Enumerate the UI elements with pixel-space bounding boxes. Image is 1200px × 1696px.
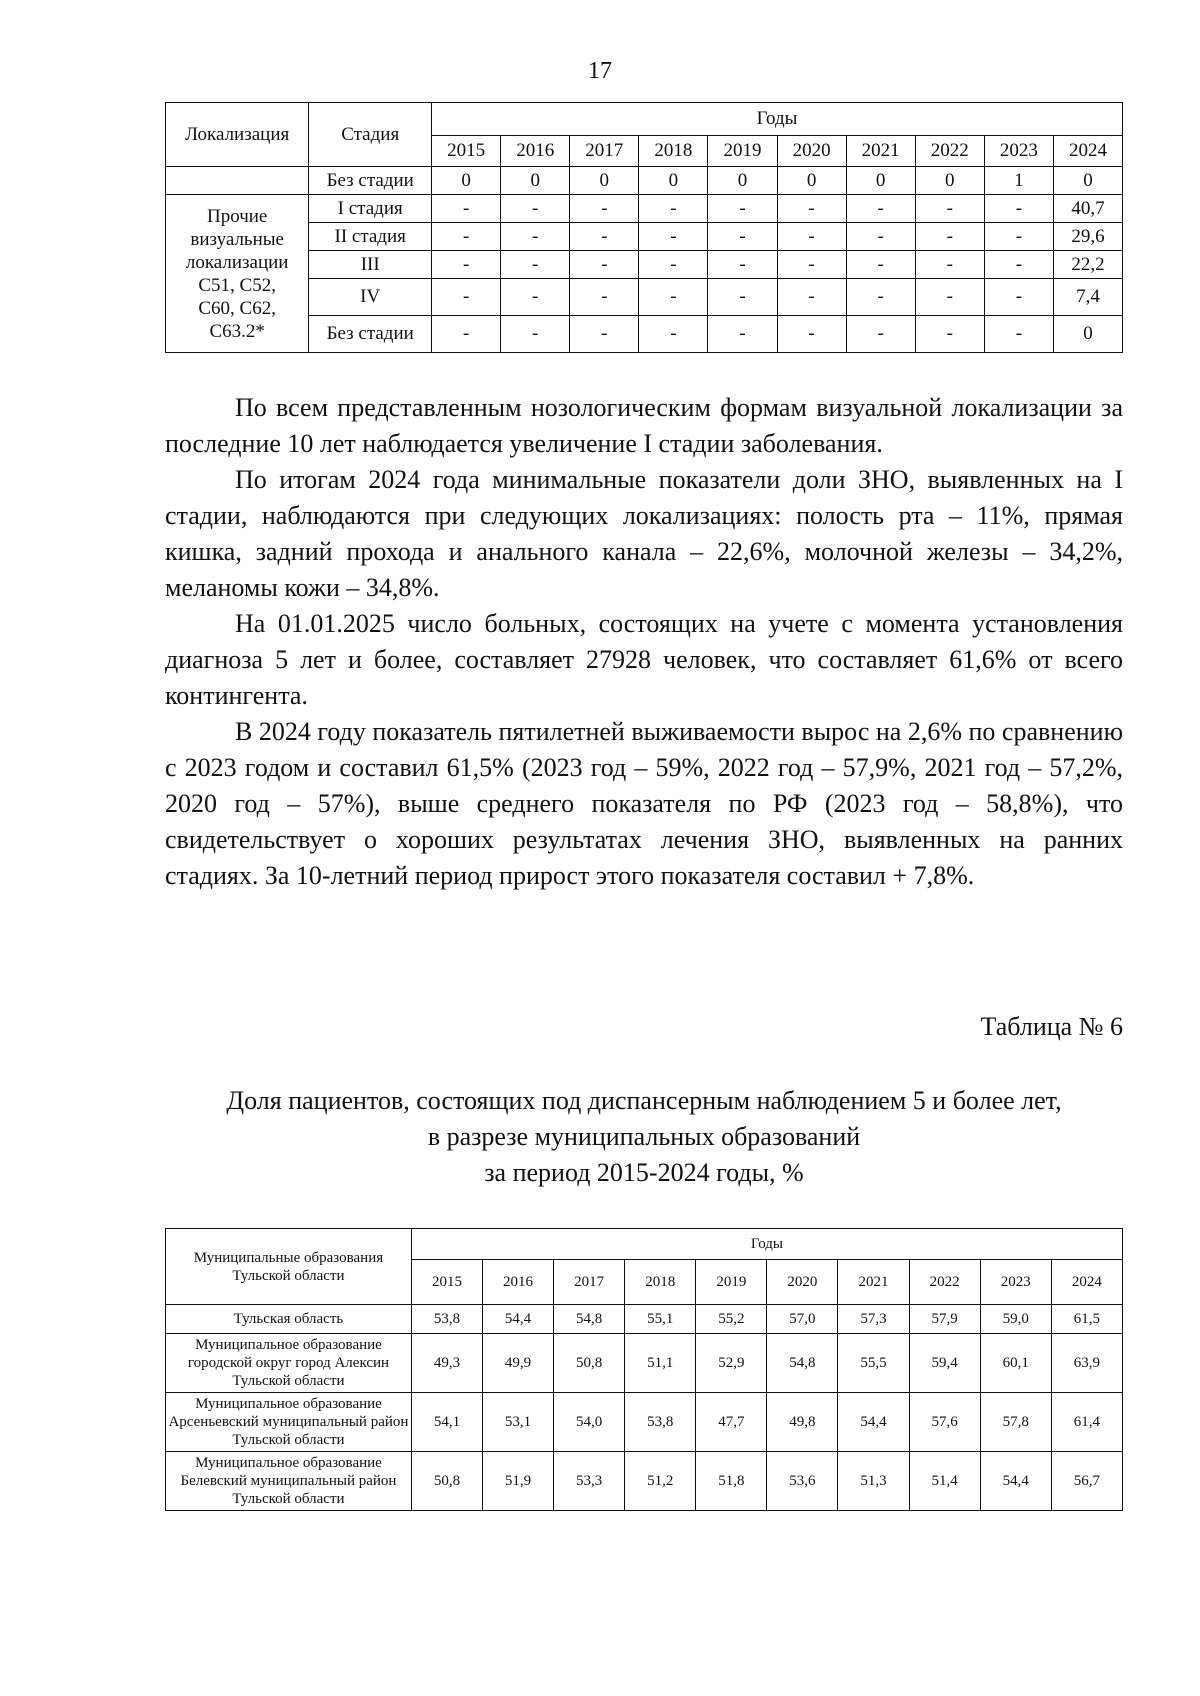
value-cell: - [639, 251, 708, 279]
localization-line: С60, С62, [198, 297, 276, 319]
value-cell: 49,9 [483, 1334, 554, 1393]
value-cell: - [570, 251, 639, 279]
value-cell: - [639, 279, 708, 316]
value-cell: - [846, 251, 915, 279]
value-cell: 0 [915, 167, 984, 195]
stage-cell: Без стадии [309, 316, 432, 353]
value-cell: - [639, 316, 708, 353]
value-cell: - [984, 223, 1053, 251]
localization-line: С63.2* [209, 320, 265, 342]
value-cell: 54,4 [483, 1305, 554, 1334]
value-cell: 51,1 [625, 1334, 696, 1393]
value-cell: 55,5 [838, 1334, 909, 1393]
year-header-cell: 2021 [838, 1260, 909, 1305]
stage-cell: III [309, 251, 432, 279]
year-header-cell: 2015 [411, 1260, 482, 1305]
value-cell: - [984, 279, 1053, 316]
value-cell: - [639, 195, 708, 223]
value-cell: - [570, 223, 639, 251]
value-cell: 55,2 [696, 1305, 767, 1334]
year-header-cell: 2017 [554, 1260, 625, 1305]
value-cell: - [501, 279, 570, 316]
value-cell: 54,8 [767, 1334, 838, 1393]
value-cell: 40,7 [1053, 195, 1122, 223]
stage-cell: I стадия [309, 195, 432, 223]
value-cell: 1 [984, 167, 1053, 195]
value-cell: - [501, 195, 570, 223]
value-cell: 0 [639, 167, 708, 195]
page-number: 17 [588, 58, 612, 84]
dispensary-share-table [165, 1228, 1123, 1511]
year-header-cell: 2015 [432, 136, 501, 167]
header-years: Годы [432, 103, 1123, 136]
value-cell: 51,9 [483, 1452, 554, 1511]
value-cell: - [432, 279, 501, 316]
table-title-line: в разрезе муниципальных образований [427, 1122, 861, 1151]
value-cell: 54,8 [554, 1305, 625, 1334]
table-row [166, 195, 1123, 223]
value-cell: - [915, 195, 984, 223]
value-cell: 53,3 [554, 1452, 625, 1511]
municipality-name-cell: Муниципальное образование Арсеньевский муниципальный район Тульской области [166, 1393, 412, 1452]
value-cell: - [777, 316, 846, 353]
localization-line: визуальные [190, 228, 284, 250]
value-cell: - [777, 279, 846, 316]
value-cell: 29,6 [1053, 223, 1122, 251]
value-cell: 51,4 [909, 1452, 980, 1511]
paragraph: По всем представленным нозологическим формам визуальной локализации за последние 10 лет наблюдается увеличение I стадии заболевания. [165, 393, 1123, 458]
value-cell: - [777, 251, 846, 279]
value-cell: 7,4 [1053, 279, 1122, 316]
value-cell: 0 [432, 167, 501, 195]
value-cell: 53,8 [625, 1393, 696, 1452]
municipality-name-cell: Муниципальное образование Белевский муниципальный район Тульской области [166, 1452, 412, 1511]
value-cell: 51,3 [838, 1452, 909, 1511]
value-cell: - [984, 251, 1053, 279]
value-cell: 50,8 [554, 1334, 625, 1393]
table-row [166, 167, 1123, 195]
localization-line: С51, С52, [198, 274, 276, 296]
value-cell: 54,4 [980, 1452, 1051, 1511]
value-cell: 49,8 [767, 1393, 838, 1452]
value-cell: - [915, 316, 984, 353]
table-row [166, 1334, 1123, 1393]
value-cell: 56,7 [1051, 1452, 1122, 1511]
header-localization: Локализация [166, 103, 309, 167]
value-cell: 57,8 [980, 1393, 1051, 1452]
year-header-cell: 2023 [980, 1260, 1051, 1305]
year-header-cell: 2017 [570, 136, 639, 167]
value-cell: - [777, 195, 846, 223]
municipality-name-cell: Муниципальное образование городской округ город Алексин Тульской области [166, 1334, 412, 1393]
header-municipality: Муниципальные образования Тульской области [166, 1229, 412, 1305]
year-header-cell: 2021 [846, 136, 915, 167]
year-header-cell: 2022 [909, 1260, 980, 1305]
table-row [166, 1452, 1123, 1511]
year-header-cell: 2020 [777, 136, 846, 167]
value-cell: 59,4 [909, 1334, 980, 1393]
table-title [165, 1083, 1123, 1191]
localization-line: Прочие [206, 205, 268, 227]
value-cell: 57,3 [838, 1305, 909, 1334]
table-caption: Таблица № 6 [980, 1012, 1123, 1041]
value-cell: - [432, 223, 501, 251]
municipality-name-cell: Тульская область [166, 1305, 412, 1334]
value-cell: 54,1 [411, 1393, 482, 1452]
value-cell: - [708, 316, 777, 353]
value-cell: 49,3 [411, 1334, 482, 1393]
header-stage: Стадия [309, 103, 432, 167]
table-row [166, 223, 1123, 251]
value-cell: 0 [501, 167, 570, 195]
value-cell: 47,7 [696, 1393, 767, 1452]
value-cell: - [570, 195, 639, 223]
value-cell: 55,1 [625, 1305, 696, 1334]
value-cell: - [915, 279, 984, 316]
localization-cell [166, 195, 309, 353]
value-cell: 0 [846, 167, 915, 195]
value-cell: 51,8 [696, 1452, 767, 1511]
value-cell: - [501, 251, 570, 279]
value-cell: 54,0 [554, 1393, 625, 1452]
table-row [166, 279, 1123, 316]
value-cell: 61,5 [1051, 1305, 1122, 1334]
value-cell: 51,2 [625, 1452, 696, 1511]
year-header-cell: 2018 [639, 136, 708, 167]
value-cell: - [432, 316, 501, 353]
year-header-cell: 2019 [696, 1260, 767, 1305]
table-row [166, 1393, 1123, 1452]
body-text [165, 390, 1123, 894]
year-header-cell: 2023 [984, 136, 1053, 167]
header-years: Годы [411, 1229, 1122, 1260]
localization-cell [166, 167, 309, 195]
value-cell: - [915, 251, 984, 279]
value-cell: - [846, 195, 915, 223]
year-header-cell: 2024 [1051, 1260, 1122, 1305]
stage-cell: IV [309, 279, 432, 316]
value-cell: 53,1 [483, 1393, 554, 1452]
value-cell: 53,6 [767, 1452, 838, 1511]
value-cell: 22,2 [1053, 251, 1122, 279]
value-cell: 0 [1053, 167, 1122, 195]
value-cell: - [915, 223, 984, 251]
value-cell: 54,4 [838, 1393, 909, 1452]
value-cell: 63,9 [1051, 1334, 1122, 1393]
paragraph: На 01.01.2025 число больных, состоящих на учете с момента установления диагноза 5 лет и более, составляет 27928 человек, что составляет 61,6% от всего контингента. [165, 609, 1123, 710]
table-title-line: за период 2015-2024 годы, % [484, 1158, 804, 1187]
value-cell: 0 [777, 167, 846, 195]
value-cell: - [432, 195, 501, 223]
value-cell: - [501, 316, 570, 353]
table-row [166, 251, 1123, 279]
stage-distribution-table [165, 102, 1123, 353]
value-cell: 50,8 [411, 1452, 482, 1511]
value-cell: - [708, 223, 777, 251]
value-cell: 59,0 [980, 1305, 1051, 1334]
table-row [166, 316, 1123, 353]
value-cell: 52,9 [696, 1334, 767, 1393]
stage-cell: Без стадии [309, 167, 432, 195]
value-cell: - [570, 316, 639, 353]
value-cell: - [708, 251, 777, 279]
value-cell: 57,0 [767, 1305, 838, 1334]
value-cell: - [777, 223, 846, 251]
value-cell: - [984, 316, 1053, 353]
year-header-cell: 2016 [501, 136, 570, 167]
value-cell: 60,1 [980, 1334, 1051, 1393]
table-row [166, 1305, 1123, 1334]
year-header-cell: 2019 [708, 136, 777, 167]
value-cell: - [501, 223, 570, 251]
year-header-cell: 2016 [483, 1260, 554, 1305]
value-cell: - [846, 223, 915, 251]
value-cell: 0 [708, 167, 777, 195]
value-cell: - [984, 195, 1053, 223]
paragraph: По итогам 2024 года минимальные показатели доли ЗНО, выявленных на I стадии, наблюдаются при следующих локализациях: полость рта – 11%, прямая кишка, задний прохода и анального канала – 22,6%, молочной железы – 34,2%, меланомы кожи – 34,8%. [165, 465, 1123, 602]
year-header-cell: 2020 [767, 1260, 838, 1305]
value-cell: 57,9 [909, 1305, 980, 1334]
paragraph: В 2024 году показатель пятилетней выживаемости вырос на 2,6% по сравнению с 2023 годом и составил 61,5% (2023 год – 59%, 2022 год – 57,9%, 2021 год – 57,2%, 2020 год – 57%), выше среднего показателя по РФ (2023 год – 58,8%), что свидетельствует о хороших результатах лечения ЗНО, выявленных на ранних стадиях. За 10-летний период прирост этого показателя составил + 7,8%. [165, 717, 1123, 890]
year-header-cell: 2018 [625, 1260, 696, 1305]
value-cell: 57,6 [909, 1393, 980, 1452]
value-cell: 0 [1053, 316, 1122, 353]
value-cell: - [708, 279, 777, 316]
value-cell: 61,4 [1051, 1393, 1122, 1452]
stage-cell: II стадия [309, 223, 432, 251]
value-cell: - [570, 279, 639, 316]
value-cell: - [846, 279, 915, 316]
value-cell: - [432, 251, 501, 279]
year-header-cell: 2022 [915, 136, 984, 167]
value-cell: 53,8 [411, 1305, 482, 1334]
value-cell: - [846, 316, 915, 353]
value-cell: 0 [570, 167, 639, 195]
value-cell: - [639, 223, 708, 251]
value-cell: - [708, 195, 777, 223]
localization-line: локализации [185, 251, 289, 273]
table-title-line: Доля пациентов, состоящих под диспансерным наблюдением 5 и более лет, [226, 1086, 1062, 1115]
year-header-cell: 2024 [1053, 136, 1122, 167]
